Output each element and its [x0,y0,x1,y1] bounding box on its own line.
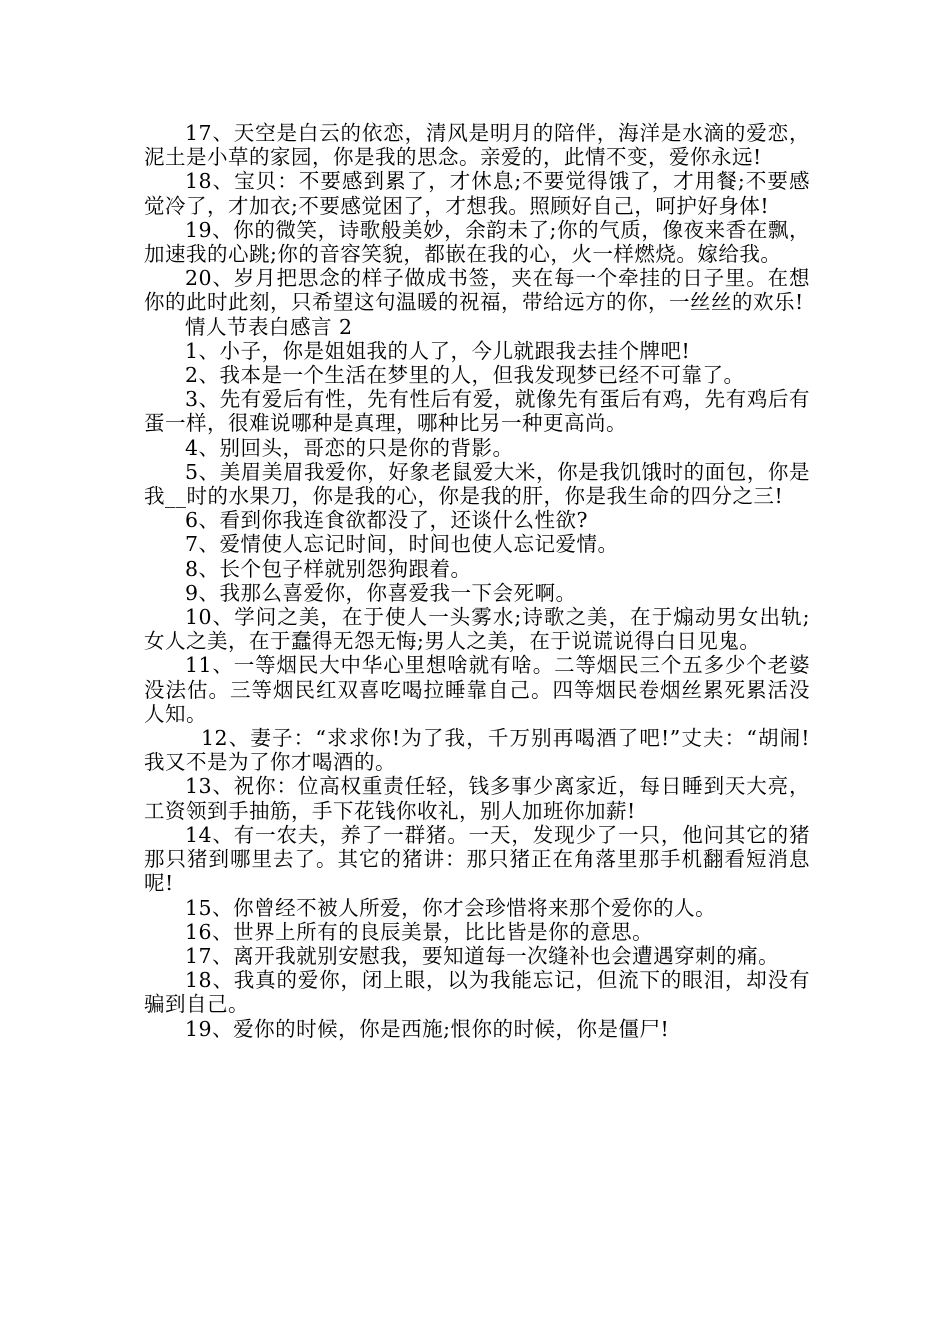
paragraph: 10、学问之美，在于使人一头雾水;诗歌之美，在于煽动男女出轨;女人之美，在于蠢得无怨无悔;男人之美，在于说谎说得白日见鬼。 [144,605,810,654]
paragraph: 7、爱情使人忘记时间，时间也使人忘记爱情。 [185,532,619,557]
paragraph: 16、世界上所有的良辰美景，比比皆是你的意思。 [185,919,654,944]
paragraph: 19、你的微笑，诗歌般美妙，余韵未了;你的气质，像夜来香在飘，加速我的心跳;你的音容笑貌，都嵌在我的心，火一样燃烧。嫁给我。 [144,217,810,267]
paragraph: 12、妻子：“求求你!为了我，千万别再喝酒了吧!”丈夫：“胡闹!我又不是为了你才喝酒的。 [144,726,810,775]
paragraph: 6、看到你我连食欲都没了，还谈什么性欲? [185,508,589,533]
paragraph: 15、你曾经不被人所爱，你才会珍惜将来那个爱你的人。 [185,895,717,920]
paragraph: 17、天空是白云的依恋，清风是明月的陪伴，海洋是水滴的爱恋，泥土是小草的家园，你是我的思念。亲爱的，此情不变，爱你永远! [144,121,810,170]
paragraph: 20、岁月把思念的样子做成书签，夹在每一个牵挂的日子里。在想你的此时此刻，只希望这句温暖的祝福，带给远方的你，一丝丝的欢乐! [144,266,810,315]
paragraph: 11、一等烟民大中华心里想啥就有啥。二等烟民三个五多少个老婆没法估。三等烟民红双喜吃喝拉睡靠自己。四等烟民卷烟丝累死累活没人知。 [144,653,810,726]
paragraph: 3、先有爱后有性，先有性后有爱，就像先有蛋后有鸡，先有鸡后有蛋一样，很难说哪种是真理，哪种比另一种更高尚。 [144,387,810,436]
paragraph: 19、爱你的时候，你是西施;恨你的时候，你是僵尸! [185,1016,670,1041]
paragraph: 18、我真的爱你，闭上眼，以为我能忘记，但流下的眼泪，却没有骗到自己。 [144,968,810,1017]
paragraph: 8、长个包子样就别怨狗跟着。 [185,556,472,581]
paragraph: 9、我那么喜爱你，你喜爱我一下会死啊。 [185,580,577,605]
paragraph: 14、有一农夫，养了一群猪。一天，发现少了一只，他问其它的猪那只猪到哪里去了。其它的猪讲：那只猪正在角落里那手机翻看短消息呢! [144,822,810,896]
paragraph: 2、我本是一个生活在梦里的人，但我发现梦已经不可靠了。 [185,363,745,388]
paragraph: 4、别回头，哥恋的只是你的背影。 [185,435,514,460]
paragraph: 13、祝你：位高权重责任轻，钱多事少离家近，每日睡到天大亮，工资领到手抽筋，手下花钱你收礼，别人加班你加薪! [144,774,810,823]
paragraph: 18、宝贝：不要感到累了，才休息;不要觉得饿了，才用餐;不要感觉冷了，才加衣;不要感觉困了，才想我。照顾好自己，呵护好身体! [144,169,810,218]
section-heading: 情人节表白感言 2 [185,314,353,339]
paragraph: 5、美眉美眉我爱你，好象老鼠爱大米，你是我饥饿时的面包，你是我__时的水果刀，你是我的心，你是我的肝，你是我生命的四分之三! [144,459,810,509]
document-body [144,121,810,1041]
paragraph: 1、小子，你是姐姐我的人了，今儿就跟我去挂个牌吧! [185,338,691,363]
paragraph: 17、离开我就别安慰我，要知道每一次缝补也会遭遇穿刺的痛。 [185,943,780,968]
